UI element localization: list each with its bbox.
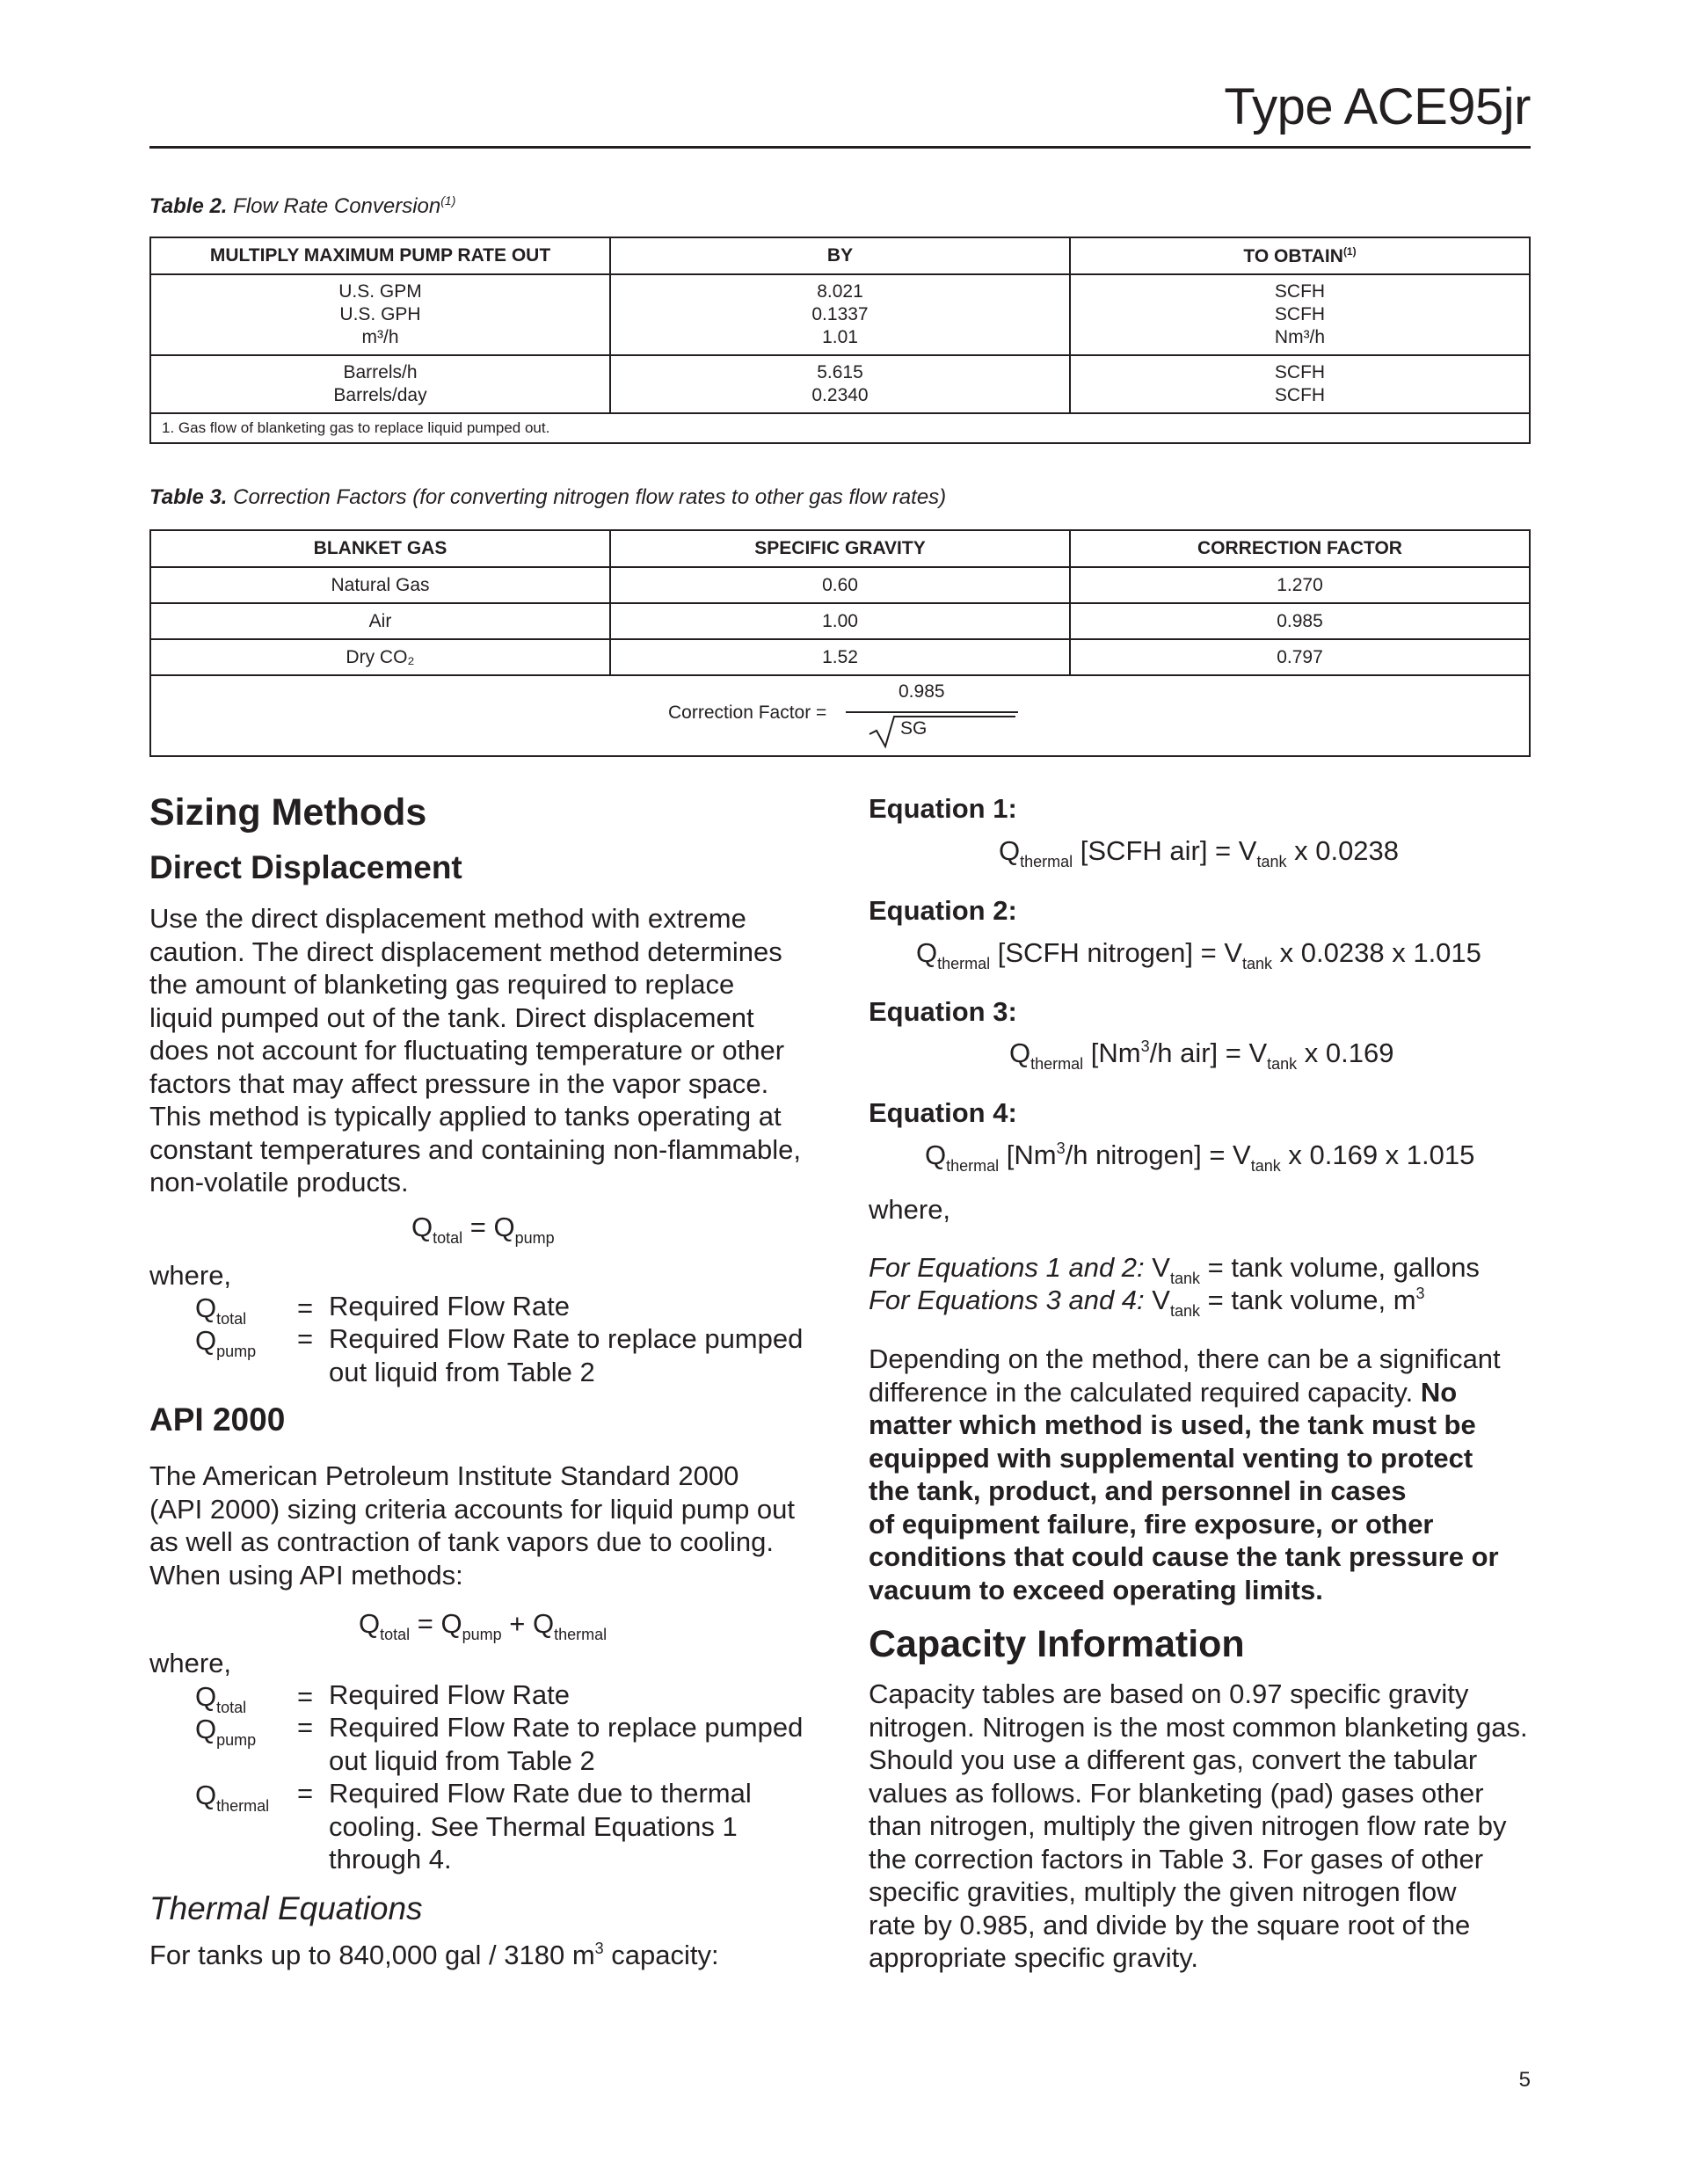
equation-text: x 0.169 x 1.015 — [1280, 1139, 1475, 1170]
equations-1-2-vtank-definition — [869, 1252, 1480, 1287]
definition-line: Required Flow Rate to replace pumped — [329, 1323, 804, 1354]
capacity-information-heading: Capacity Information — [869, 1623, 1245, 1665]
table3-caption-text: Correction Factors (for converting nitrogen flow rates to other gas flow rates) — [227, 485, 947, 509]
square-root-icon — [868, 713, 1017, 748]
table2-unit: U.S. GPM — [338, 281, 422, 302]
api-paragraph — [149, 1460, 853, 1591]
table3-gas: Air — [150, 603, 610, 639]
def-q-total — [195, 1681, 247, 1716]
paragraph-line: the correction factors in Table 3. For gases of other — [869, 1843, 1484, 1875]
paragraph-line: caution. The direct displacement method determines — [149, 935, 782, 967]
subscript-tank: tank — [1242, 955, 1273, 972]
subscript-thermal: thermal — [946, 1157, 1000, 1175]
equation-4-label: Equation 4: — [869, 1097, 1017, 1128]
paragraph-line: Use the direct displacement method with extreme — [149, 903, 746, 934]
formula-denominator: SG — [900, 718, 928, 739]
table-row — [150, 567, 1530, 603]
table3-caption — [149, 485, 946, 510]
subscript-thermal: thermal — [554, 1626, 608, 1643]
thermal-intro-text: For tanks up to 840,000 gal / 3180 m — [149, 1940, 595, 1970]
paragraph-line: Should you use a different gas, convert the tabular — [869, 1744, 1478, 1775]
equals-sign: = — [297, 1323, 314, 1354]
paragraph-line: appropriate specific gravity. — [869, 1942, 1199, 1973]
paragraph-line: liquid pumped out of the tank. Direct displacement — [149, 1001, 754, 1033]
table2-caption-text: Flow Rate Conversion — [227, 194, 441, 218]
subscript-tank: tank — [1250, 1157, 1281, 1175]
q-symbol: Q — [1009, 1037, 1031, 1068]
paragraph-line — [869, 1376, 1537, 1409]
equation-1 — [999, 835, 1400, 870]
depending-paragraph — [869, 1343, 1537, 1606]
paragraph-line: Capacity tables are based on 0.97 specific gravity — [869, 1678, 1469, 1709]
paragraph-line: than nitrogen, multiply the given nitrogen flow rate by — [869, 1810, 1507, 1841]
paragraph-line: rate by 0.985, and divide by the square root of the — [869, 1909, 1471, 1940]
table3-header-gas: BLANKET GAS — [150, 530, 610, 567]
table2-caption-label: Table 2. — [149, 194, 228, 218]
def-q-thermal — [195, 1780, 270, 1815]
api-equation — [359, 1608, 608, 1643]
where-label: where, — [149, 1260, 232, 1291]
equation-4 — [925, 1139, 1475, 1175]
subscript-tank: tank — [1256, 853, 1287, 870]
table2-result: SCFH — [1274, 281, 1326, 302]
page-number: 5 — [1518, 2068, 1531, 2092]
capacity-paragraph — [869, 1678, 1537, 1975]
table2-factor: 0.1337 — [811, 304, 869, 324]
equation-scope: For Equations 3 and 4: — [869, 1285, 1145, 1315]
q-symbol: Q — [916, 937, 938, 968]
table3-sg: 1.00 — [610, 603, 1070, 639]
paragraph-line: constant temperatures and containing non-flammable, — [149, 1133, 801, 1165]
equation-text: /h air] = V — [1149, 1037, 1268, 1068]
subscript-tank: tank — [1169, 1270, 1200, 1287]
def-pump-flow — [329, 1711, 803, 1777]
table2-cell-factors — [610, 355, 1070, 413]
paragraph-line: (API 2000) sizing criteria accounts for liquid pump out — [149, 1493, 796, 1525]
superscript-3: 3 — [1056, 1139, 1066, 1157]
table2-factor: 0.2340 — [811, 385, 869, 405]
table2-cell-units — [150, 355, 610, 413]
subscript-pump: pump — [462, 1626, 502, 1643]
warning-line: matter which method is used, the tank must be — [869, 1409, 1476, 1440]
table2-header-obtain-label: TO OBTAIN — [1243, 245, 1343, 266]
table2-header-by: BY — [610, 237, 1070, 274]
table2-cell-factors — [610, 274, 1070, 355]
q-symbol: Q — [195, 1681, 217, 1712]
q-symbol: Q — [195, 1714, 217, 1744]
paragraph-line: This method is typically applied to tanks operating at — [149, 1101, 782, 1132]
q-symbol: Q — [999, 835, 1021, 866]
paragraph-line: nitrogen. Nitrogen is the most common blanketing gas. — [869, 1711, 1528, 1743]
equation-1-label: Equation 1: — [869, 793, 1017, 824]
equation-2 — [916, 937, 1481, 972]
definition-text: = tank volume, gallons — [1200, 1252, 1480, 1283]
equations-3-4-vtank-definition — [869, 1285, 1425, 1320]
q-symbol: Q — [195, 1780, 217, 1810]
equation-text: x 0.0238 x 1.015 — [1272, 937, 1481, 968]
equals-sign: = — [297, 1778, 314, 1809]
def-q-total — [195, 1292, 247, 1328]
equals-sign: = — [297, 1712, 314, 1743]
table2-result: SCFH — [1274, 362, 1326, 382]
paragraph-text: difference in the calculated required capacity. — [869, 1376, 1414, 1408]
table3-gas: Dry CO₂ — [150, 639, 610, 675]
equals-sign: = — [417, 1608, 433, 1639]
table2-caption-footnote-mark: (1) — [440, 193, 456, 207]
formula-numerator: 0.985 — [899, 681, 945, 702]
definition-text: = tank volume, m — [1200, 1285, 1416, 1315]
warning-line: vacuum to exceed operating limits. — [869, 1574, 1323, 1605]
equals-sign: = — [297, 1681, 314, 1712]
subscript-pump: pump — [216, 1731, 257, 1749]
q-symbol: Q — [195, 1292, 217, 1323]
definition-line: out liquid from Table 2 — [329, 1744, 595, 1776]
table2-cell-results — [1070, 355, 1530, 413]
definition-line: cooling. See Thermal Equations 1 — [329, 1810, 738, 1842]
where-label: where, — [149, 1648, 232, 1678]
superscript-3: 3 — [1415, 1285, 1425, 1302]
table3-cf: 0.797 — [1070, 639, 1530, 675]
sizing-methods-heading: Sizing Methods — [149, 791, 427, 834]
definition-line: out liquid from Table 2 — [329, 1356, 595, 1387]
subscript-tank: tank — [1267, 1055, 1298, 1073]
def-required-flow: Required Flow Rate — [329, 1291, 570, 1321]
equation-text: [SCFH air] = V — [1073, 835, 1257, 866]
correction-factors-table — [149, 529, 1531, 757]
table3-cf: 0.985 — [1070, 603, 1530, 639]
warning-line: equipped with supplemental venting to protect — [869, 1442, 1473, 1474]
table-row — [150, 639, 1530, 675]
v-symbol: V — [1152, 1252, 1170, 1283]
table3-header-cf: CORRECTION FACTOR — [1070, 530, 1530, 567]
api-2000-heading: API 2000 — [149, 1401, 286, 1438]
plus-sign: + — [509, 1608, 526, 1639]
q-symbol: Q — [493, 1212, 515, 1242]
where-label: where, — [869, 1194, 951, 1225]
q-symbol: Q — [533, 1608, 555, 1639]
def-required-flow: Required Flow Rate — [329, 1679, 570, 1710]
paragraph-line: values as follows. For blanketing (pad) gases other — [869, 1777, 1484, 1809]
equation-scope: For Equations 1 and 2: — [869, 1252, 1145, 1283]
formula-label: Correction Factor = — [668, 703, 827, 723]
equation-text: [SCFH nitrogen] = V — [990, 937, 1243, 968]
definition-line: through 4. — [329, 1844, 452, 1875]
subscript-total: total — [380, 1626, 411, 1643]
paragraph-line: as well as contraction of tank vapors due to cooling. — [149, 1526, 774, 1557]
subscript-total: total — [216, 1310, 247, 1328]
paragraph-line: Depending on the method, there can be a significant — [869, 1343, 1501, 1374]
warning-text: No — [1420, 1376, 1458, 1408]
paragraph-line: factors that may affect pressure in the vapor space. — [149, 1067, 769, 1099]
table2-cell-results — [1070, 274, 1530, 355]
table2-caption — [149, 193, 455, 219]
table2-unit: U.S. GPH — [339, 304, 421, 324]
table2-header-multiply: MULTIPLY MAXIMUM PUMP RATE OUT — [150, 237, 610, 274]
subscript-pump: pump — [216, 1343, 257, 1360]
correction-factor-formula — [150, 675, 1530, 756]
table2-cell-units — [150, 274, 610, 355]
table3-sg: 0.60 — [610, 567, 1070, 603]
table3-header-sg: SPECIFIC GRAVITY — [610, 530, 1070, 567]
warning-line: conditions that could cause the tank pressure or — [869, 1541, 1499, 1572]
paragraph-line: non-volatile products. — [149, 1167, 409, 1198]
superscript-3: 3 — [1140, 1037, 1150, 1055]
direct-displacement-equation — [411, 1212, 555, 1247]
def-q-pump — [195, 1325, 257, 1360]
flow-rate-conversion-table — [149, 237, 1531, 444]
header-rule — [149, 146, 1531, 149]
table-row — [150, 355, 1530, 413]
def-pump-flow — [329, 1322, 803, 1388]
direct-displacement-paragraph — [149, 902, 853, 1199]
subscript-pump: pump — [514, 1229, 555, 1247]
subscript-total: total — [433, 1229, 463, 1247]
subscript-thermal: thermal — [937, 955, 991, 972]
document-title: Type ACE95jr — [1224, 78, 1531, 135]
paragraph-line: specific gravities, multiply the given nitrogen flow — [869, 1876, 1457, 1907]
superscript-3: 3 — [594, 1940, 604, 1957]
table3-cf: 1.270 — [1070, 567, 1530, 603]
subscript-thermal: thermal — [216, 1797, 270, 1815]
subscript-thermal: thermal — [1020, 853, 1073, 870]
v-symbol: V — [1152, 1285, 1170, 1315]
subscript-total: total — [216, 1699, 247, 1716]
equals-sign: = — [469, 1212, 486, 1242]
def-q-pump — [195, 1714, 257, 1749]
subscript-thermal: thermal — [1030, 1055, 1084, 1073]
equation-2-label: Equation 2: — [869, 895, 1017, 926]
warning-line: of equipment failure, fire exposure, or other — [869, 1508, 1434, 1540]
direct-displacement-heading: Direct Displacement — [149, 849, 462, 885]
paragraph-line: When using API methods: — [149, 1559, 463, 1591]
q-symbol: Q — [359, 1608, 381, 1639]
table3-caption-label: Table 3. — [149, 485, 228, 509]
q-symbol: Q — [411, 1212, 433, 1242]
table3-gas: Natural Gas — [150, 567, 610, 603]
equation-text: /h nitrogen] = V — [1065, 1139, 1251, 1170]
paragraph-line: does not account for fluctuating temperature or other — [149, 1035, 785, 1066]
q-symbol: Q — [195, 1325, 217, 1356]
table2-unit: Barrels/h — [343, 362, 418, 382]
table2-header-footnote-mark: (1) — [1342, 244, 1357, 258]
thermal-equations-heading: Thermal Equations — [149, 1890, 423, 1926]
q-symbol: Q — [440, 1608, 462, 1639]
warning-line: the tank, product, and personnel in cases — [869, 1475, 1407, 1506]
table2-header-obtain — [1070, 237, 1530, 274]
table-row — [150, 603, 1530, 639]
table2-result: Nm³/h — [1274, 327, 1326, 347]
equation-text: [Nm — [1083, 1037, 1141, 1068]
def-thermal-flow — [329, 1777, 752, 1876]
equation-text: x 0.169 — [1297, 1037, 1394, 1068]
table-row — [150, 274, 1530, 355]
paragraph-line: The American Petroleum Institute Standard 2000 — [149, 1460, 739, 1491]
table2-unit: m³/h — [361, 327, 399, 347]
paragraph-line: the amount of blanketing gas required to replace — [149, 969, 735, 1000]
definition-line: Required Flow Rate to replace pumped — [329, 1712, 804, 1743]
table2-result: SCFH — [1274, 304, 1326, 324]
table2-factor: 8.021 — [817, 281, 863, 302]
thermal-intro-tail: capacity: — [603, 1940, 719, 1970]
equation-text: [Nm — [999, 1139, 1057, 1170]
equation-3 — [1009, 1037, 1394, 1073]
q-symbol: Q — [925, 1139, 947, 1170]
table2-factor: 5.615 — [817, 362, 863, 382]
table2-factor: 1.01 — [822, 327, 858, 347]
table2-unit: Barrels/day — [333, 385, 427, 405]
table3-sg: 1.52 — [610, 639, 1070, 675]
equation-text: x 0.0238 — [1286, 835, 1400, 866]
thermal-intro — [149, 1940, 719, 1971]
definition-line: Required Flow Rate due to thermal — [329, 1778, 752, 1809]
equation-3-label: Equation 3: — [869, 996, 1017, 1027]
table2-result: SCFH — [1274, 385, 1326, 405]
subscript-tank: tank — [1169, 1302, 1200, 1320]
table2-footnote: 1. Gas flow of blanketing gas to replace liquid pumped out. — [150, 413, 1530, 443]
equals-sign: = — [297, 1292, 314, 1323]
